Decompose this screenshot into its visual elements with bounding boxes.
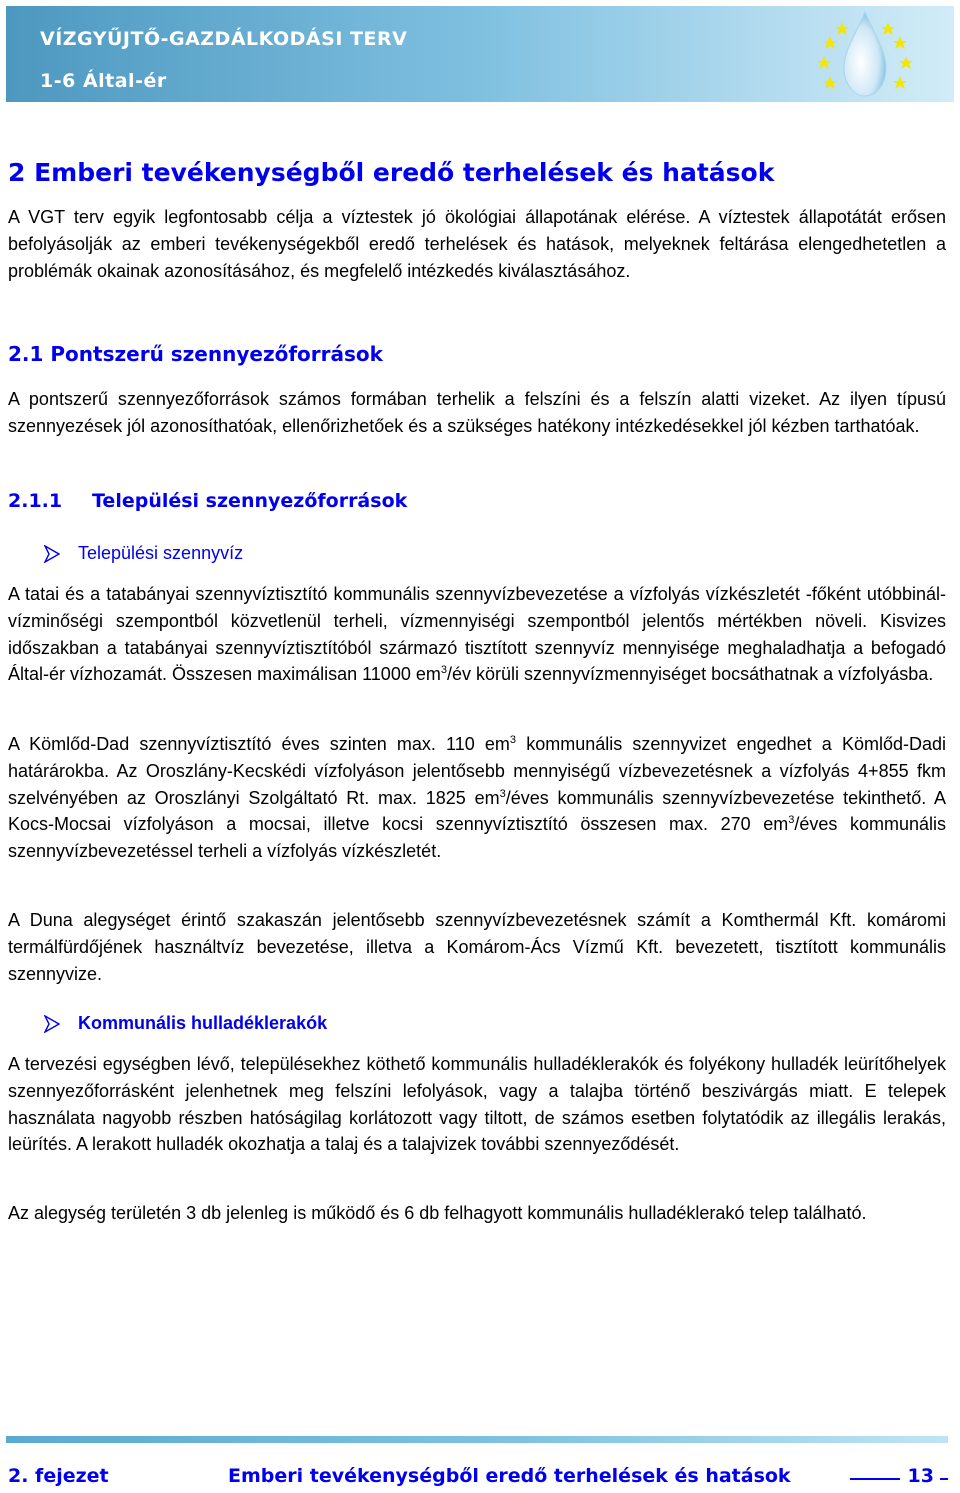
page-number: 13 xyxy=(907,1465,934,1487)
section-heading: 2 Emberi tevékenységből eredő terhelések és hatások xyxy=(8,158,775,187)
paragraph-tata-szennyviz: A tatai és a tatabányai szennyvíztisztító kommunális szennyvízbevezetése a vízfolyás vízkészletét -főként utóbbinál- vízminőségi szempontból közvetlenül terheli, vízmennyiségi szempontból jelentős mértékben növeli. Kisvizes időszakban a tatabányai szennyvíztisztítóból származó tisztított szennyvíz mennyisége meghaladhatja a befogadó Által-ér vízhozamát. Összesen maximálisan 11000 $em^3/év$ körüli szennyvízmennyiséget bocsáthatnak a vízfolyásba. xyxy=(8,584,946,685)
arrow-bullet-icon xyxy=(44,1015,60,1033)
subsubsection-number: 2.1.1 xyxy=(8,490,63,512)
bullet-label: Települési szennyvíz xyxy=(78,543,244,563)
page-footer xyxy=(8,1465,948,1491)
paragraph-alegyseg-terulete: Az alegység területén 3 db jelenleg is működő és 6 db felhagyott kommunális hulladéklerakó telep található. xyxy=(8,1203,867,1223)
water-drop-eu-stars-logo-icon xyxy=(810,8,920,100)
paragraph-duna-alegyseg: A Duna alegységet érintő szakaszán jelentősebb szennyvízbevezetésnek számít a Komthermál Kft. komáromi termálfürdőjének használtvíz bevezetése, illetva a Komárom-Ács Vízmű Kft. bevezetett, tisztított kommunális szennyvize. xyxy=(8,910,946,984)
intro-paragraph: A VGT terv egyik legfontosabb célja a víztestek jó ökológiai állapotának elérése. A víztestek állapotátát erősen befolyásolják az emberi tevékenységekből eredő terhelések és hatások, melyeknek feltárása elengedhetetlen a problémák okainak azonosításához, és megfelelő intézkedés kiválasztásához. xyxy=(8,207,946,281)
footer-chapter: 2. fejezet xyxy=(8,1465,109,1487)
subsection-paragraph: A pontszerű szennyezőforrások számos formában terhelik a felszíni és a felszín alatti vizeket. Az ilyen típusú szennyezések jól azonosíthatóak, ellenőrizhetőek és a szükséges hatékony intézkedésekkel jól kézben tarthatóak. xyxy=(8,389,946,436)
subsubsection-title: Települési szennyezőforrások xyxy=(92,490,408,512)
arrow-bullet-icon xyxy=(44,545,60,563)
paragraph-komlod-dad: A Kömlőd-Dad szennyvíztisztító éves szinten max. 110 $em^3$ kommunális szennyvizet engedhet a Kömlőd-Dadi határárokba. Az Oroszlány-Kecskédi vízfolyáson jelentősebb mennyiségű vízbevezetésnek a vízfolyás 4+855 fkm szelvényében az Oroszlányi Szolgáltató Rt. max. 1825 $em^3$/éves kommunális szennyvízbevezetése tekinthető. A Kocs-Mocsai vízfolyáson a mocsai, illetve kocsi szennyvíztisztító összesen max. 270 $em^3$/éves kommunális szennyvízbevezetéssel terheli a vízfolyás vízkészletét. xyxy=(8,734,946,862)
header-title: VÍZGYŰJTŐ-GAZDÁLKODÁSI TERV xyxy=(40,28,408,50)
bullet-label: Kommunális hulladéklerakók xyxy=(78,1013,328,1033)
subsubsection-heading xyxy=(8,490,407,512)
footer-divider xyxy=(6,1436,948,1443)
header-subtitle: 1-6 Által-ér xyxy=(40,70,167,92)
subsection-heading: 2.1 Pontszerű szennyezőforrások xyxy=(8,342,383,366)
footer-title: Emberi tevékenységből eredő terhelések és hatások xyxy=(228,1465,791,1487)
paragraph-hulladeklerakok: A tervezési egységben lévő, településekhez köthető kommunális hulladéklerakók és folyékony hulladék leürítőhelyek szennyezőforrásként jelenhetnek meg felszíni lefolyások, vagy a talajba történő beszivárgás miatt. E telepek használata nagyobb részben hatóságilag korlátozott vagy tiltott, de számos esetben folytatódik az illegális lerakás, leürítés. A lerakott hulladék okozhatja a talaj és a talajvizek további szennyeződését. xyxy=(8,1054,946,1155)
